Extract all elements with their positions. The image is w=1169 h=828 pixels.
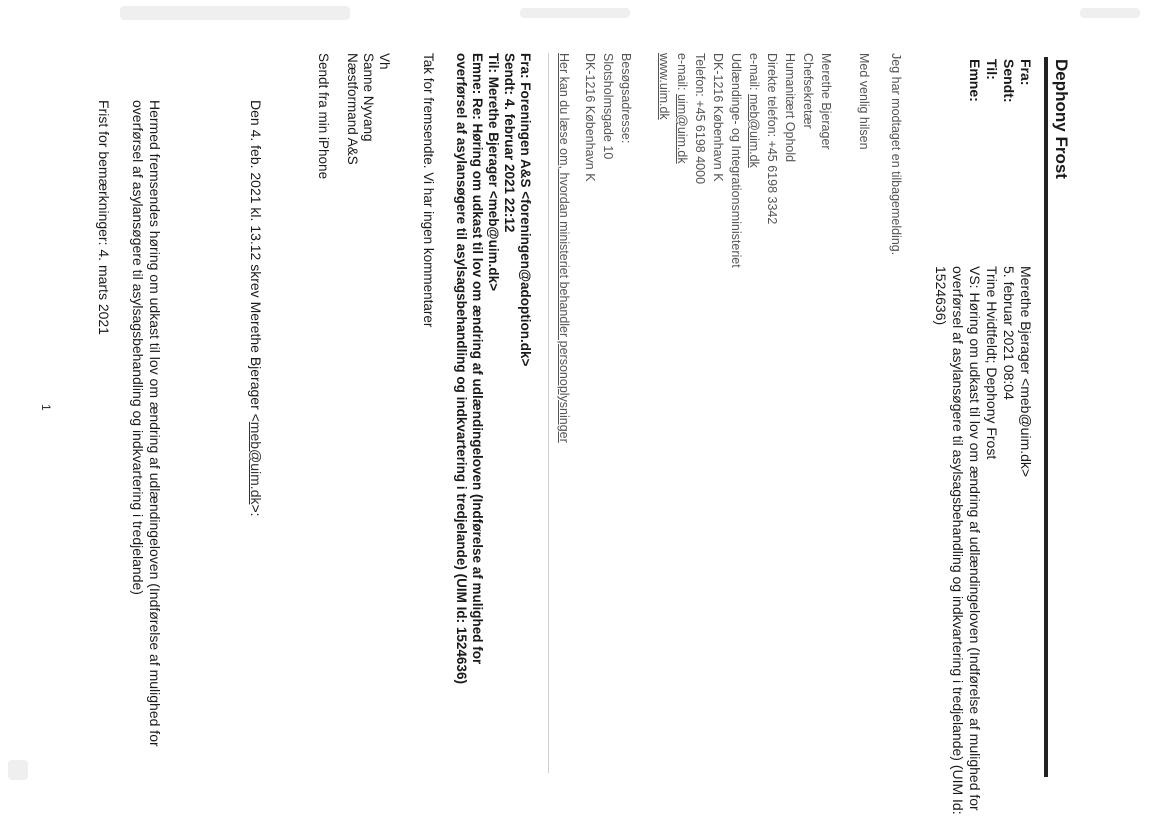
forwarded-to: Til: Merethe Bjerager <meb@uim.dk> <box>486 53 501 291</box>
ministry-block <box>655 53 745 268</box>
signature-name: Merethe Bjerager <box>819 53 833 150</box>
signature-department: Humanitært Ophold <box>783 53 797 163</box>
signature-email-link[interactable]: meb@uim.dk <box>747 93 761 168</box>
reply-greeting: Med venlig hilsen <box>857 53 871 150</box>
header-label-subject: Emne: <box>967 59 983 102</box>
header-label-from: Fra: <box>1018 59 1034 86</box>
separator-line <box>548 53 549 773</box>
forwarded-subject: Emne: Re: Høring om udkast til lov om ændring af udlændingeloven (Indførelse af mulighed for overførsel af asylansøgere til asylsagsbehandling og indkvartering i tredjelande) (UIM Id: 1524636) <box>454 53 485 684</box>
header-sent: 5. februar 2021 08:04 <box>1001 266 1017 400</box>
visit-street: Slotsholmsgade 10 <box>601 53 615 160</box>
header-from: Merethe Bjerager <meb@uim.dk> <box>1018 266 1034 478</box>
signature-title: Chefsekretær <box>801 53 815 129</box>
ministry-email-line <box>673 53 691 268</box>
ministry-email-prefix: e-mail: <box>675 53 689 94</box>
visit-label: Besøgsadresse: <box>619 53 633 144</box>
sent-from-iphone: Sendt fra min iPhone <box>316 53 331 180</box>
header-label-to: Til: <box>984 59 1000 80</box>
visit-address-block <box>581 53 635 182</box>
signature-email-prefix: e-mail: <box>747 53 761 94</box>
signature-phone: Direkte telefon: +45 6198 3342 <box>765 53 779 225</box>
ministry-website-link[interactable]: www.uim.dk <box>657 53 671 120</box>
forwarded-from: Fra: Foreningen A&S <foreningen@adoption.dk> <box>518 53 533 367</box>
header-label-sent: Sendt: <box>1001 59 1017 103</box>
header-to: Trine Hvidtfeldt; Dephony Frost <box>984 266 1000 460</box>
quoted-intro-prefix: Den 4. feb. 2021 kl. 13.12 skrev Merethe Bjerager < <box>248 100 264 422</box>
quoted-email-link[interactable]: meb@uim.dk <box>248 421 264 505</box>
quoted-intro <box>247 100 264 517</box>
header-subject: VS: Høring om udkast til lov om ændring af udlændingeloven (Indførelse af mulighed for overførsel af asylansøgere til asylsagsbehandling og indkvartering i tredjelande) (UIM Id: 1524636) <box>933 266 983 815</box>
title-rule <box>1044 57 1048 777</box>
quoted-deadline: Frist for bemærkninger: 4. marts 2021 <box>96 100 112 335</box>
quoted-body: Hermed fremsendes høring om udkast til lov om ændring af udlændingeloven (Indførelse af mulighed for overførsel af asylansøgere til asylsagsbehandling og indkvartering i tredjelande) <box>130 100 163 747</box>
ministry-postal: DK-1216 København K <box>711 53 725 182</box>
forwarded-thanks: Tak for fremsendte. Vi har ingen kommentarer <box>421 53 436 328</box>
visit-city: DK-1216 København K <box>583 53 597 182</box>
page-number: 1 <box>39 404 53 411</box>
page-title: Dephony Frost <box>1052 59 1071 179</box>
ministry-phone: Telefon: +45 6198 4000 <box>693 53 707 185</box>
ministry-name: Udlændinge- og Integrationsministeriet <box>729 53 743 268</box>
forwarded-signoff <box>344 53 392 165</box>
signoff-role: Næstformand A&S <box>345 53 360 165</box>
quoted-intro-suffix: >: <box>248 504 264 517</box>
signoff-vh: Vh <box>377 53 392 70</box>
privacy-link[interactable]: Her kan du læse om, hvordan ministeriet behandler personoplysninger <box>557 53 571 443</box>
signoff-name: Sanne Nyvang <box>361 53 376 142</box>
forwarded-sent: Sendt: 4. februar 2021 22:12 <box>502 53 517 233</box>
ministry-email-link[interactable]: uim@uim.dk <box>675 93 689 164</box>
signature-block <box>745 53 835 224</box>
reply-line: Jeg har modtaget en tilbagemelding. <box>889 53 903 256</box>
signature-email-line <box>745 53 763 224</box>
